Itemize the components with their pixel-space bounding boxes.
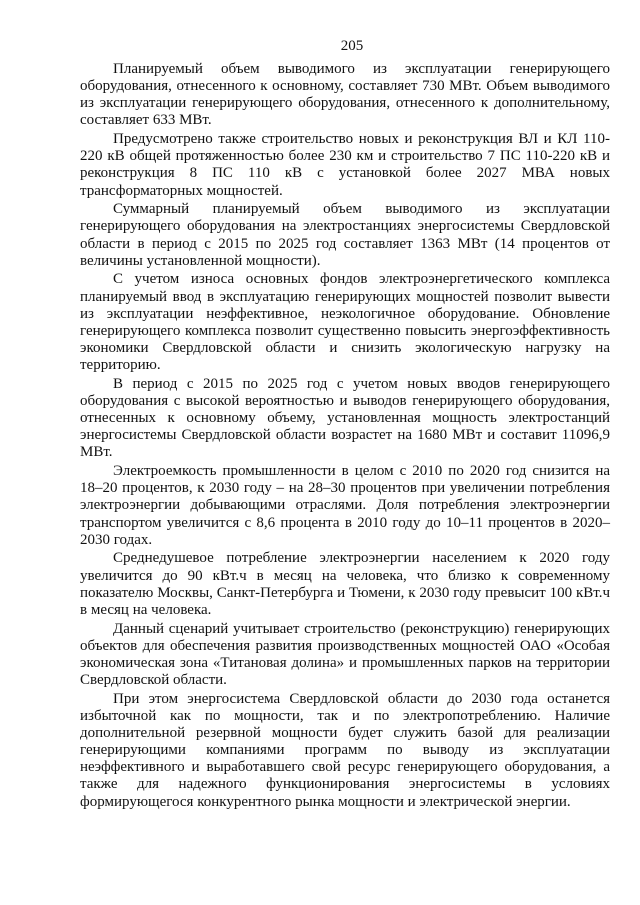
paragraph-8: Данный сценарий учитывает строительство (реконструкцию) генерирующих объектов для обеспечения развития производственных мощностей ОАО «Особая экономическая зона «Титановая долина» и промышленных парков на территории Свердловской области. [80,620,610,688]
paragraph-5: В период с 2015 по 2025 год с учетом новых вводов генерирующего оборудования с высокой вероятностью и выводов генерирующего оборудования, отнесенных к основному объему, установленная мощность электростанций энергосистемы Свердловской области возрастет на 1680 МВт и составит 11096,9 МВт. [80,375,610,461]
paragraph-1: Планируемый объем выводимого из эксплуатации генерирующего оборудования, отнесенного к основному, составляет 730 МВт. Объем выводимого из эксплуатации генерирующего оборудования, отнесенного к дополнительному, составляет 633 МВт. [80,61,610,129]
paragraph-3: Суммарный планируемый объем выводимого из эксплуатации генерирующего оборудования на электростанциях энергосистемы Свердловской области в период с 2015 по 2025 год составляет 1363 МВт (14 процентов от величины установленной мощности). [80,201,610,269]
document-page [80,38,610,812]
paragraph-9: При этом энергосистема Свердловской области до 2030 года останется избыточной как по мощности, так и по электропотреблению. Наличие дополнительной резервной мощности будет служить базой для реализации генерирующими компаниями программ по выводу из эксплуатации неэффективного и выработавшего свой ресурс генерирующего оборудования, а также для надежного функционирования энергосистемы в условиях формирующегося конкурентного рынка мощности и электрической энергии. [80,690,610,810]
paragraph-2: Предусмотрено также строительство новых и реконструкция ВЛ и КЛ 110-220 кВ общей протяженностью более 230 км и строительство 7 ПС 110-220 кВ и реконструкция 8 ПС 110 кВ с установкой более 2027 МВА новых трансформаторных мощностей. [80,131,610,199]
paragraph-6: Электроемкость промышленности в целом с 2010 по 2020 год снизится на 18–20 процентов, к 2030 году – на 28–30 процентов при увеличении потребления электроэнергии добывающими отраслями. Доля потребления электроэнергии транспортом увеличится с 8,6 процента в 2010 году до 10–11 процентов в 2020–2030 годах. [80,463,610,548]
paragraph-7: Среднедушевое потребление электроэнергии населением к 2020 году увеличится до 90 кВт.ч в месяц на человека, что близко к современному показателю Москвы, Санкт-Петербурга и Тюмени, к 2030 году превысит 100 кВт.ч в месяц на человека. [80,550,610,618]
page-number: 205 [340,38,364,54]
paragraph-4: С учетом износа основных фондов электроэнергетического комплекса планируемый ввод в эксплуатацию генерирующих мощностей позволит вывести из эксплуатации неэффективное, неэкологичное оборудование. Обновление генерирующего комплекса позволит существенно повысить энергоэффективность экономики Свердловской области и снизить экологическую нагрузку на территорию. [80,271,610,374]
